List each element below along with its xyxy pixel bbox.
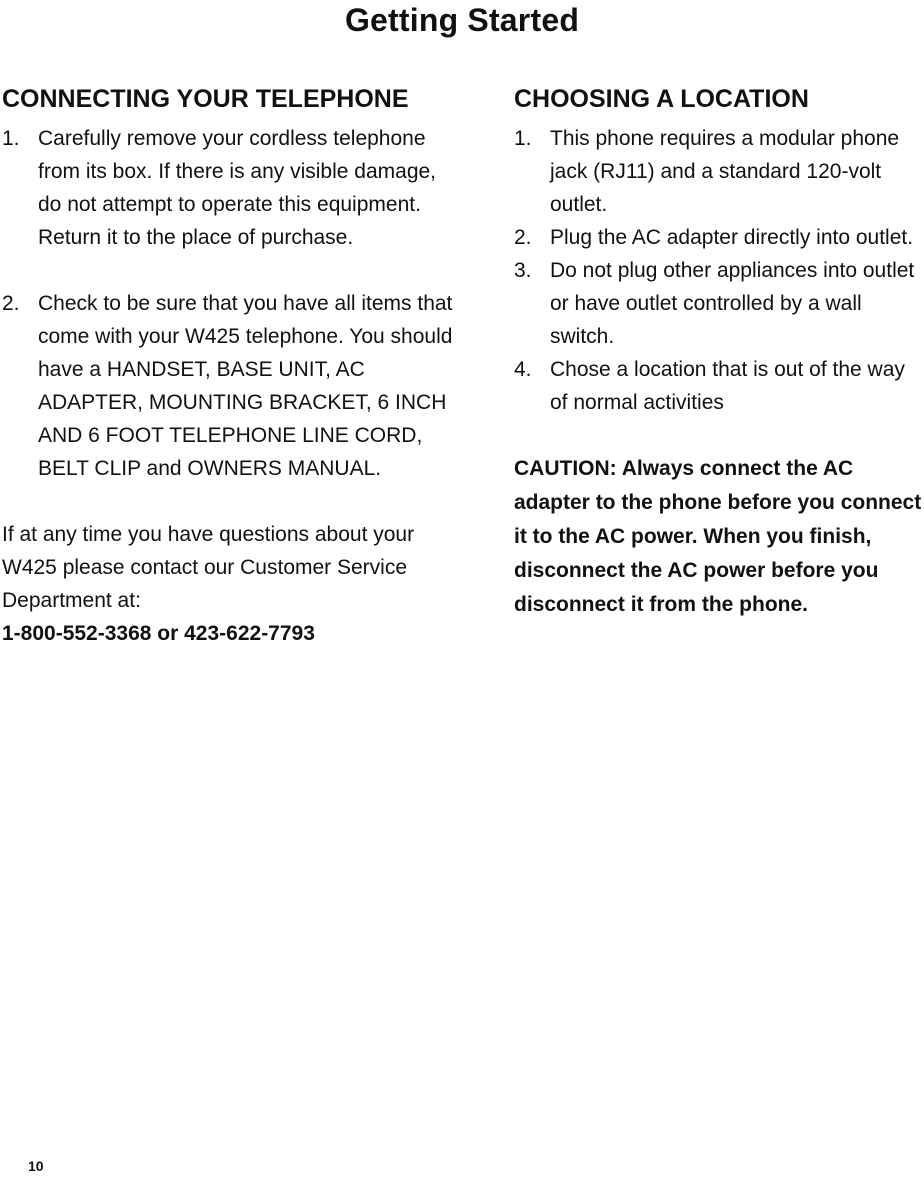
- left-column: [2, 82, 457, 650]
- list-item-text: Carefully remove your cordless telephone from its box. If there is any visible damage, do not attempt to operate this equipment. Return it to the place of purchase.: [38, 127, 437, 249]
- list-item-number: 4.: [514, 358, 532, 381]
- list-item-number: 1.: [2, 127, 20, 150]
- list-item-text: Do not plug other appliances into outlet or have outlet controlled by a wall switch.: [550, 259, 915, 348]
- list-item: [514, 353, 924, 419]
- location-steps-list: [514, 122, 924, 419]
- phone-numbers: 1-800-552-3368 or 423-622-7793: [2, 622, 315, 645]
- contact-paragraph: If at any time you have questions about your W425 please contact our Customer Service Department at:: [2, 523, 415, 612]
- section-heading-location: CHOOSING A LOCATION: [514, 85, 809, 113]
- connecting-steps-list: [2, 122, 457, 485]
- page-title: Getting Started: [344, 2, 580, 38]
- list-item: [2, 122, 457, 254]
- list-item-text: Check to be sure that you have all items that come with your W425 telephone. You should have a HANDSET, BASE UNIT, AC ADAPTER, MOUNTING BRACKET, 6 INCH AND 6 FOOT TELEPHONE LINE CORD, BELT CLIP and OWNERS MANUAL.: [38, 292, 453, 480]
- list-item: [514, 254, 924, 353]
- list-item: [2, 287, 457, 485]
- right-column: [514, 82, 924, 622]
- list-item: [514, 122, 924, 221]
- caution-notice: CAUTION: Always connect the AC adapter to the phone before you connect it to the AC power. When you finish, disconnect the AC power before you disconnect it from the phone.: [514, 457, 922, 616]
- list-spacer: [2, 254, 457, 287]
- list-item-number: 2.: [514, 226, 532, 249]
- list-item-text: Chose a location that is out of the way of normal activities: [550, 358, 905, 414]
- section-heading-connecting: CONNECTING YOUR TELEPHONE: [2, 85, 409, 113]
- page-number: 10: [28, 1158, 44, 1174]
- paragraph-spacer: [514, 419, 924, 452]
- list-item-text: This phone requires a modular phone jack (RJ11) and a standard 120-volt outlet.: [550, 127, 900, 216]
- list-item-number: 3.: [514, 259, 532, 282]
- list-item-number: 1.: [514, 127, 532, 150]
- list-item-text: Plug the AC adapter directly into outlet.: [550, 226, 914, 249]
- list-item-number: 2.: [2, 292, 20, 315]
- list-item: [514, 221, 924, 254]
- paragraph-spacer: [2, 485, 457, 518]
